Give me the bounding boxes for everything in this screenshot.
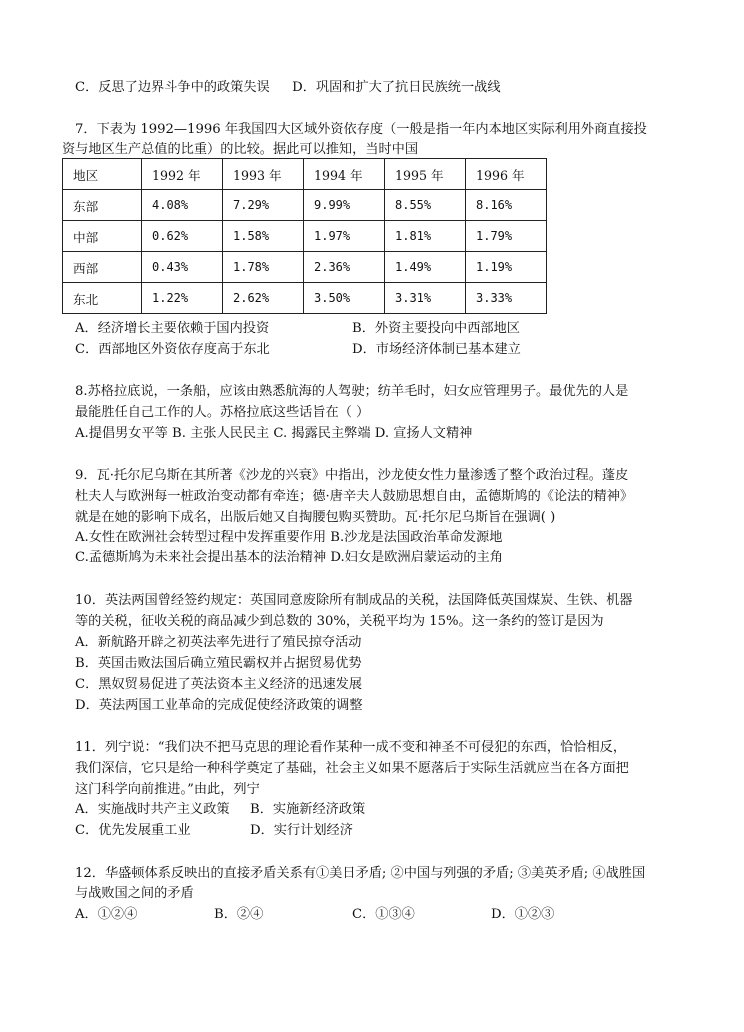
- q10-stem-line-1: 10．英法两国曾经签约规定：英国同意废除所有制成品的关税，法国降低英国煤炭、生铁、机器: [75, 593, 633, 608]
- q7-option-b: B．外资主要投向中西部地区: [352, 321, 520, 336]
- table-cell: 9.99%: [304, 190, 385, 221]
- q10-stem-line-2: 等的关税，征收关税的商品减少到总数的 30%，关税平均为 15%。这一条约的签订是因为: [75, 614, 604, 629]
- table-cell: 3.31%: [385, 283, 466, 314]
- q7-data-table: [62, 158, 547, 314]
- q7-option-c: C．西部地区外资依存度高于东北: [75, 342, 270, 357]
- q11-option-d: D．实行计划经济: [250, 823, 353, 838]
- q11-stem-line-1: 11．列宁说：“我们决不把马克思的理论看作某种一成不变和神圣不可侵犯的东西，恰恰相反，: [75, 740, 627, 755]
- table-cell: 8.55%: [385, 190, 466, 221]
- q10-option-b: B．英国击败法国后确立殖民霸权并占据贸易优势: [75, 656, 362, 671]
- q11-option-a: A．实施战时共产主义政策: [75, 802, 230, 817]
- q9-stem-line-2: 杜夫人与欧洲每一桩政治变动都有牵连；德·唐辛夫人鼓励思想自由，孟德斯鸠的《论法的精神》: [75, 489, 634, 504]
- q8-stem-line-1: 8.苏格拉底说，一条船，应该由熟悉航海的人驾驶；纺羊毛时，妇女应管理男子。最优先的人是: [75, 384, 629, 399]
- table-cell: 1.81%: [385, 221, 466, 252]
- q7-option-d: D．市场经济体制已基本建立: [352, 342, 521, 357]
- q11-option-b: B．实施新经济政策: [250, 802, 366, 817]
- table-cell: 1.79%: [466, 221, 547, 252]
- table-header-cell: 1995 年: [385, 159, 466, 190]
- q12-option-b: B．②④: [214, 907, 264, 922]
- q6-options: [75, 78, 501, 98]
- table-header-cell: 1996 年: [466, 159, 547, 190]
- q8-options: A.提倡男女平等 B. 主张人民民主 C. 揭露民主弊端 D. 宣扬人文精神: [75, 426, 473, 441]
- q12-option-d: D．①②③: [491, 907, 555, 922]
- table-cell: 0.43%: [142, 252, 223, 283]
- table-cell: 0.62%: [142, 221, 223, 252]
- q12-option-c: C．①③④: [352, 907, 415, 922]
- q10-option-c: C．黑奴贸易促进了英法资本主义经济的迅速发展: [75, 677, 363, 692]
- q11-stem-line-3: 这门科学向前推进。”由此，列宁: [75, 782, 260, 797]
- q6-option-c: C．反思了边界斗争中的政策失误: [75, 80, 270, 95]
- table-cell: 1.19%: [466, 252, 547, 283]
- table-cell-region: 东北: [63, 283, 142, 314]
- q7-option-a: A．经济增长主要依赖于国内投资: [75, 321, 270, 336]
- table-cell: 3.33%: [466, 283, 547, 314]
- q9-options-cd: C.孟德斯鸠为未来社会提出基本的法治精神 D.妇女是欧洲启蒙运动的主角: [75, 550, 503, 565]
- table-header-row: [63, 159, 547, 190]
- table-cell: 4.08%: [142, 190, 223, 221]
- table-cell-region: 东部: [63, 190, 142, 221]
- table-row: [63, 252, 547, 283]
- table-cell: 1.78%: [223, 252, 304, 283]
- table-header-cell: 1993 年: [223, 159, 304, 190]
- q12-stem-line-2: 与战败国之间的矛盾: [75, 886, 194, 901]
- table-cell: 2.36%: [304, 252, 385, 283]
- table-header-cell: 1994 年: [304, 159, 385, 190]
- table-row: [63, 283, 547, 314]
- q11-stem-line-2: 我们深信，它只是给一种科学奠定了基础，社会主义如果不愿落后于实际生活就应当在各方面把: [75, 761, 629, 776]
- table-header-cell: 1992 年: [142, 159, 223, 190]
- q9-stem-line-3: 就是在她的影响下成名，出版后她又自掏腰包购买赞助。瓦·托尔尼乌斯旨在强调( ): [75, 510, 556, 525]
- table-cell: 1.49%: [385, 252, 466, 283]
- q10-option-d: D．英法两国工业革命的完成促使经济政策的调整: [75, 698, 363, 713]
- q6-option-d: D．巩固和扩大了抗日民族统一战线: [292, 80, 501, 95]
- table-cell: 8.16%: [466, 190, 547, 221]
- q9-stem-line-1: 9．瓦·托尔尼乌斯在其所著《沙龙的兴衰》中指出，沙龙使女性力量渗透了整个政治过程。蓬皮: [75, 468, 629, 483]
- table-cell: 3.50%: [304, 283, 385, 314]
- table-cell: 7.29%: [223, 190, 304, 221]
- table-row: [63, 221, 547, 252]
- table-cell: 2.62%: [223, 283, 304, 314]
- q9-options-ab: A.女性在欧洲社会转型过程中发挥重要作用 B.沙龙是法国政治革命发源地: [75, 530, 503, 545]
- q12-stem-line-1: 12．华盛顿体系反映出的直接矛盾关系有①美日矛盾; ②中国与列强的矛盾; ③美英矛盾; ④战胜国: [75, 866, 646, 881]
- table-header-cell: 地区: [63, 159, 142, 190]
- table-row: [63, 190, 547, 221]
- q7-stem-line-2: 资与地区生产总值的比重）的比较。据此可以推知，当时中国: [62, 142, 419, 157]
- table-cell-region: 西部: [63, 252, 142, 283]
- table-cell: 1.22%: [142, 283, 223, 314]
- q11-option-c: C．优先发展重工业: [75, 823, 191, 838]
- q12-option-a: A．①②④: [75, 907, 138, 922]
- table-cell: 1.97%: [304, 221, 385, 252]
- q8-stem-line-2: 最能胜任自己工作的人。苏格拉底这些话旨在（ ）: [75, 405, 370, 420]
- q7-stem-line-1: 7．下表为 1992—1996 年我国四大区域外资依存度（一般是指一年内本地区实际利用外商直接投: [75, 122, 647, 137]
- q10-option-a: A．新航路开辟之初英法率先进行了殖民掠夺活动: [75, 635, 362, 650]
- table-cell: 1.58%: [223, 221, 304, 252]
- table-cell-region: 中部: [63, 221, 142, 252]
